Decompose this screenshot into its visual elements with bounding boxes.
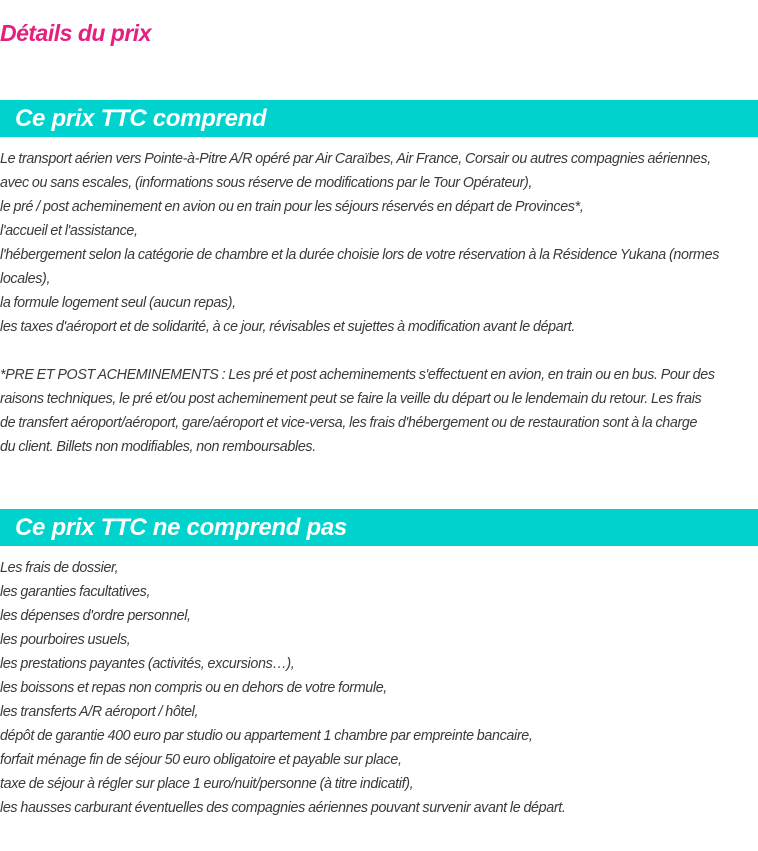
excludes-line: les transferts A/R aéroport / hôtel, [0,704,199,720]
excludes-line: les pourboires usuels, [0,632,131,648]
note-line: raisons techniques, le pré et/ou post acheminement peut se faire la veille du départ ou le lendemain du retour. Les frais [0,391,702,407]
excludes-line: taxe de séjour à régler sur place 1 euro/nuit/personne (à titre indicatif), [0,776,414,792]
includes-line: locales), [0,271,51,287]
excludes-line: les hausses carburant éventuelles des compagnies aériennes pouvant survenir avant le départ. [0,800,566,816]
includes-line: les taxes d'aéroport et de solidarité, à ce jour, révisables et sujettes à modification avant le départ. [0,319,576,335]
acheminement-note [0,363,758,459]
includes-heading: Ce prix TTC comprend [15,104,267,132]
includes-list [0,147,758,339]
note-line: *PRE ET POST ACHEMINEMENTS : Les pré et post acheminements s'effectuent en avion, en train ou en bus. Pour des [0,367,715,383]
includes-line: la formule logement seul (aucun repas), [0,295,236,311]
excludes-heading: Ce prix TTC ne comprend pas [15,513,347,541]
excludes-heading-band [0,509,758,546]
excludes-line: Les frais de dossier, [0,560,119,576]
excludes-line: forfait ménage fin de séjour 50 euro obligatoire et payable sur place, [0,752,402,768]
excludes-list [0,556,758,820]
excludes-line: dépôt de garantie 400 euro par studio ou appartement 1 chambre par empreinte bancaire, [0,728,533,744]
includes-line: l'hébergement selon la catégorie de chambre et la durée choisie lors de votre réservation à la Résidence Yukana (normes [0,247,719,263]
includes-line: Le transport aérien vers Pointe-à-Pitre A/R opéré par Air Caraïbes, Air France, Corsair ou autres compagnies aériennes, [0,151,711,167]
excludes-line: les boissons et repas non compris ou en dehors de votre formule, [0,680,387,696]
excludes-line: les prestations payantes (activités, excursions…), [0,656,295,672]
excludes-line: les dépenses d'ordre personnel, [0,608,191,624]
includes-line: le pré / post acheminement en avion ou en train pour les séjours réservés en départ de Provinces*, [0,199,584,215]
includes-line: l'accueil et l'assistance, [0,223,138,239]
page-title: Détails du prix [0,20,151,46]
note-line: du client. Billets non modifiables, non remboursables. [0,439,316,455]
includes-line: avec ou sans escales, (informations sous réserve de modifications par le Tour Opérateur), [0,175,533,191]
note-line: de transfert aéroport/aéroport, gare/aéroport et vice-versa, les frais d'hébergement ou de restauration sont à la charge [0,415,698,431]
includes-heading-band [0,100,758,137]
excludes-line: les garanties facultatives, [0,584,151,600]
